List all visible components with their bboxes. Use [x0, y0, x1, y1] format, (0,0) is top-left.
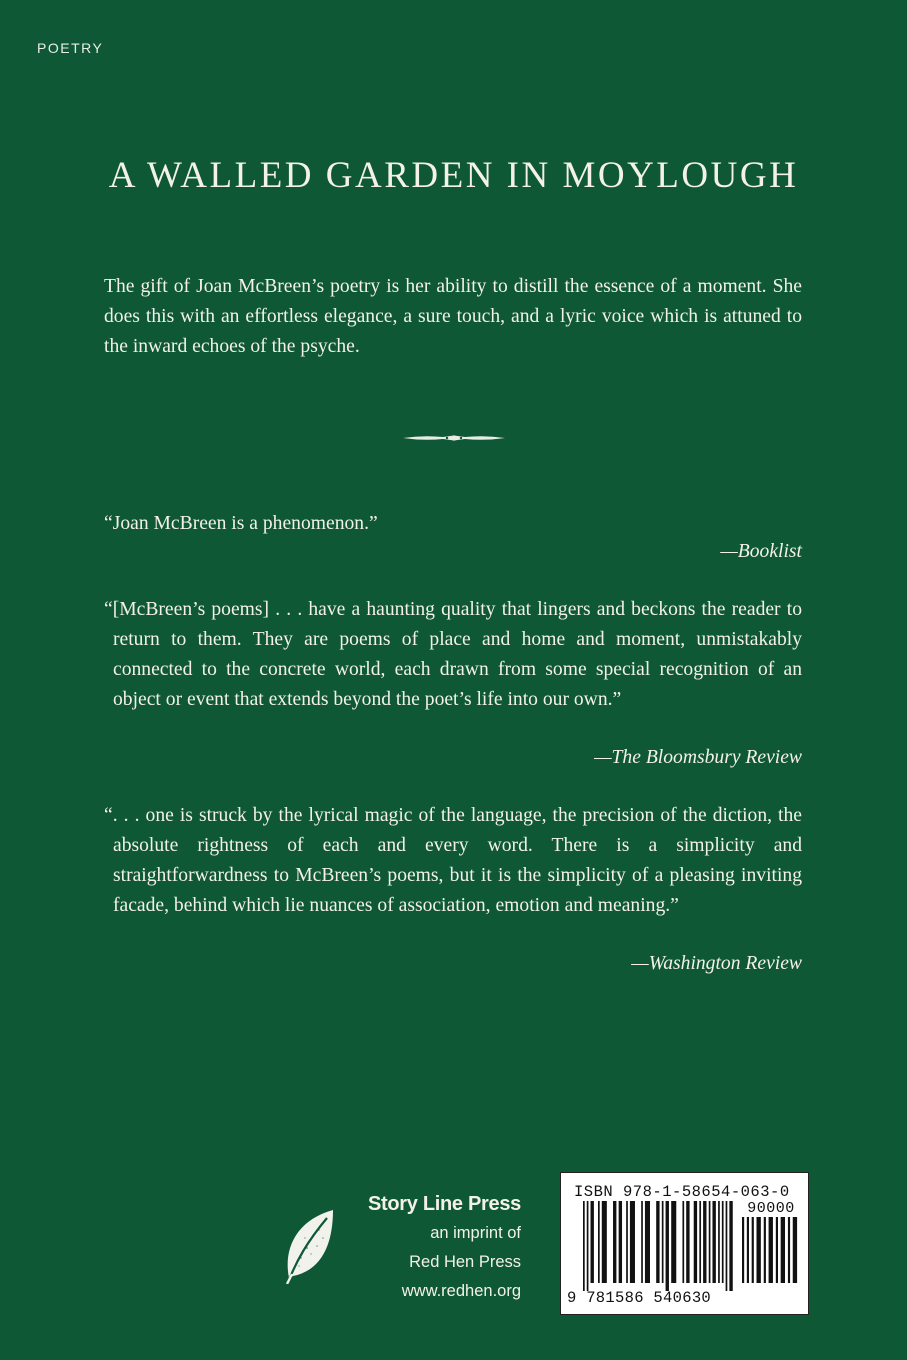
barcode-bar [722, 1201, 724, 1283]
barcode-bar [662, 1201, 664, 1283]
barcode-bar [703, 1201, 706, 1283]
barcode-bar [686, 1201, 689, 1283]
review-quote-3 [104, 801, 802, 921]
addon-barcode-bars [742, 1217, 800, 1291]
barcode-bar [641, 1201, 643, 1283]
book-description: The gift of Joan McBreen’s poetry is her ability to distill the essence of a moment. She does this with an effortless elegance, a sure touch, and a lyric voice which is attuned to the inward echoes of the psyche. [104, 276, 802, 357]
barcode-bar [626, 1201, 628, 1283]
barcode-bar [613, 1201, 616, 1283]
barcode-bar [583, 1201, 585, 1291]
publisher-block [368, 1189, 521, 1306]
publisher-parent-name: Red Hen Press [409, 1253, 521, 1271]
barcode-bar [699, 1201, 701, 1283]
book-title: A WALLED GARDEN IN MOYLOUGH [108, 155, 799, 196]
category-label: POETRY [37, 40, 104, 56]
barcode-bar [726, 1201, 728, 1291]
review-quote-3-text: “. . . one is struck by the lyrical magic of the language, the precision of the diction, the absolute rightness of each and every word. There is a simplicity and straightforwardness to McBreen’s poems, but it is the simplicity of a pleasing inviting facade, behind which lie nuances of association, emotion and meaning.” [104, 805, 802, 916]
barcode-bar [682, 1201, 684, 1283]
review-source-3: —Washington Review [631, 953, 802, 974]
barcode-bar [757, 1217, 761, 1283]
review-source-2: —The Bloomsbury Review [594, 747, 802, 768]
barcode-bar [742, 1217, 744, 1283]
leaf-icon [283, 1208, 335, 1284]
decorative-divider-icon [403, 431, 505, 445]
barcode-bar [591, 1201, 594, 1283]
barcode-bar [671, 1201, 676, 1283]
barcode-bar [602, 1201, 607, 1283]
barcode-bar [752, 1217, 754, 1283]
barcode-bar [781, 1217, 785, 1283]
barcode-bar [747, 1217, 749, 1283]
review-source-1: —Booklist [720, 541, 802, 562]
barcode-bar [656, 1201, 659, 1283]
publisher-url: www.redhen.org [401, 1282, 521, 1300]
barcode-bar [718, 1201, 720, 1283]
review-quote-1 [104, 509, 802, 539]
barcode-bar [793, 1217, 797, 1283]
barcode-bar [645, 1201, 650, 1283]
barcode-bar [619, 1201, 622, 1283]
barcode-bar [630, 1201, 635, 1283]
barcode-bar [788, 1217, 790, 1283]
barcode-bar [598, 1201, 600, 1283]
review-quote-2-text: “[McBreen’s poems] . . . have a haunting quality that lingers and beckons the reader to return to them. They are poems of place and home and moment, unmistakably connected to the concrete world, each drawn from some special recognition of an object or event that extends beyond the poet’s life into our own.” [104, 599, 802, 710]
review-quote-2 [104, 595, 802, 715]
review-quote-1-text: “Joan McBreen is a phenomenon.” [104, 513, 378, 534]
barcode-bar [709, 1201, 711, 1283]
ean-number: 9 781586 540630 [567, 1289, 712, 1307]
barcode-bar [769, 1217, 773, 1283]
barcode-bar [729, 1201, 732, 1291]
barcode-bar [666, 1201, 669, 1291]
ean-barcode-bars [583, 1201, 735, 1291]
isbn-text: ISBN 978-1-58654-063-0 [574, 1183, 790, 1201]
isbn-barcode [560, 1172, 809, 1315]
barcode-bar [764, 1217, 766, 1283]
barcode-bar [694, 1201, 697, 1283]
publisher-name: Story Line Press [367, 1193, 521, 1215]
barcode-bar [776, 1217, 778, 1283]
price-addon-number: 90000 [747, 1200, 795, 1217]
publisher-imprint-line: an imprint of [430, 1224, 521, 1242]
barcode-bar [712, 1201, 715, 1283]
barcode-bar [587, 1201, 589, 1291]
